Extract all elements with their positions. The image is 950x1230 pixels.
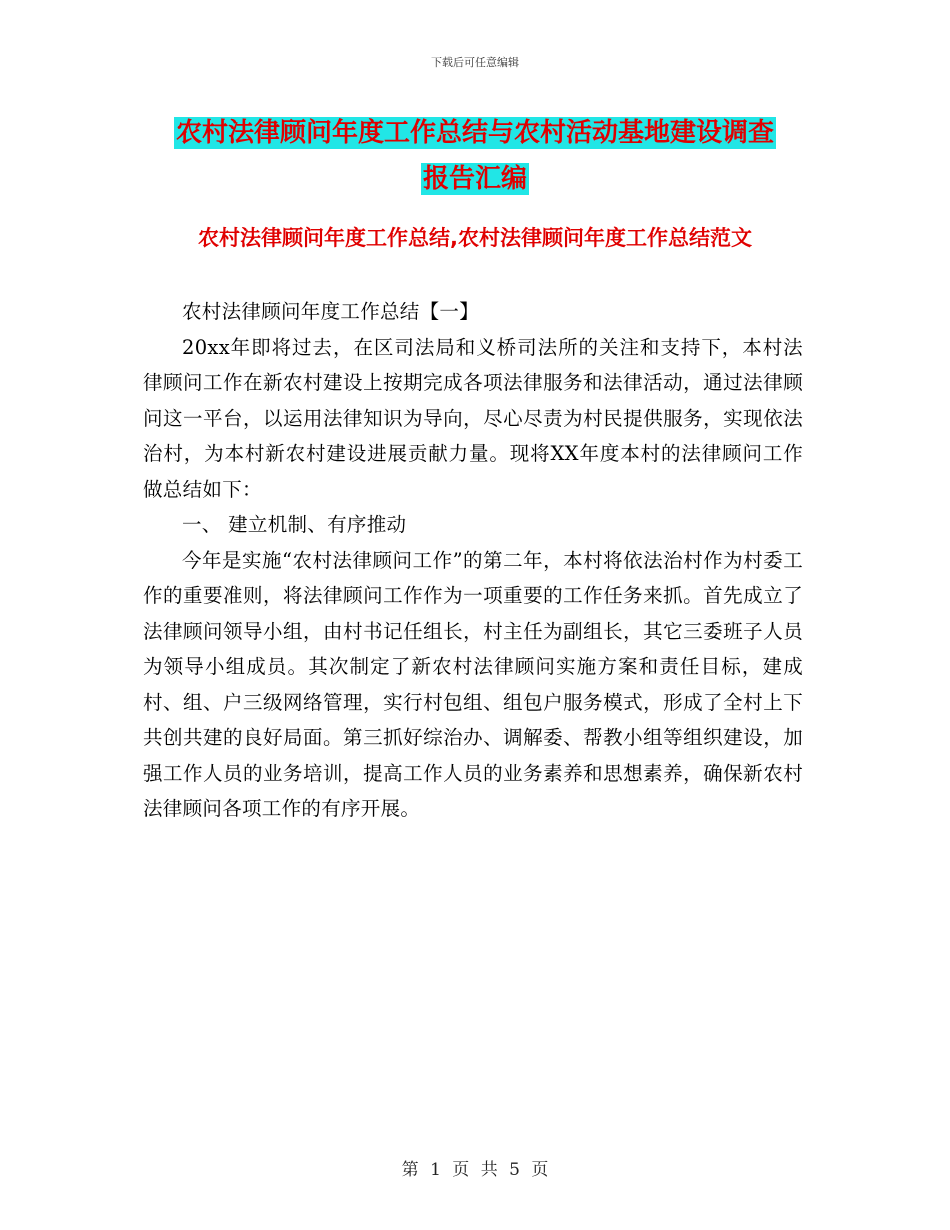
paragraph-mechanism: 今年是实施“农村法律顾问工作”的第二年，本村将依法治村作为村委工作的重要准则，将法律顾问工作作为一项重要的工作任务来抓。首先成立了法律顾问领导小组，由村书记任组长，村主任为副组长，其它三委班子人员为领导小组成员。其次制定了新农村法律顾问实施方案和责任目标，建成村、组、户三级网络管理，实行村包组、组包户服务模式，形成了全村上下共创共建的良好局面。第三抓好综治办、调解委、帮教小组等组织建设，加强工作人员的业务培训，提高工作人员的业务素养和思想素养，确保新农村法律顾问各项工作的有序开展。 <box>143 548 803 820</box>
document-title-line-2: 报告汇编 <box>422 164 527 194</box>
document-title <box>145 110 805 202</box>
paragraph-intro: 20xx年即将过去，在区司法局和义桥司法所的关注和支持下，本村法律顾问工作在新农村建设上按期完成各项法律服务和法律活动，通过法律顾问这一平台，以运用法律知识为导向，尽心尽责为村民提供服务，实现依法治村，为本村新农村建设进展贡献力量。现将XX年度本村的法律顾问工作做总结如下： <box>143 335 803 501</box>
document-title-line-1: 农村法律顾问年度工作总结与农村活动基地建设调查 <box>175 118 774 148</box>
document-body <box>143 294 803 827</box>
section-title: 农村法律顾问年度工作总结,农村法律顾问年度工作总结范文 <box>198 226 752 250</box>
paragraph-subheading: 农村法律顾问年度工作总结【一】 <box>182 300 480 323</box>
page-footer: 第 1 页 共 5 页 <box>401 1160 549 1180</box>
header-note: 下载后可任意编辑 <box>431 56 519 69</box>
paragraph-heading-1: 一、 建立机制、有序推动 <box>182 513 407 536</box>
